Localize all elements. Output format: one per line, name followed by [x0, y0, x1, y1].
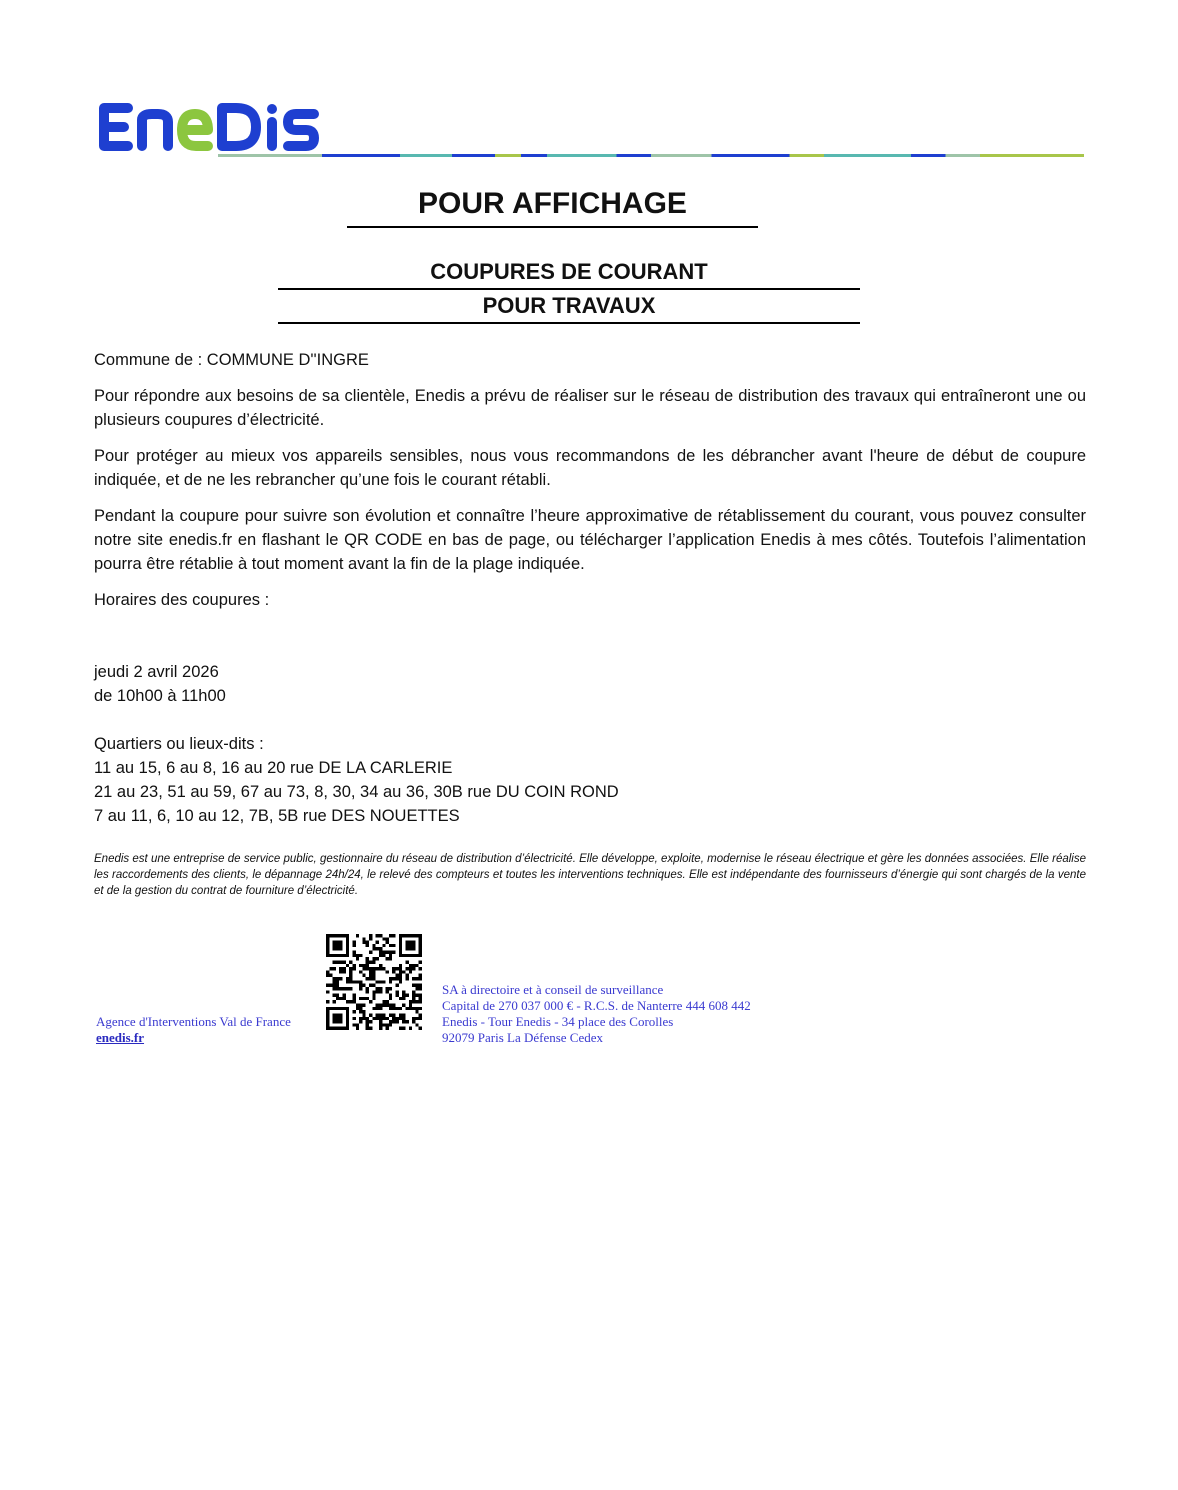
location-item: 21 au 23, 51 au 59, 67 au 73, 8, 30, 34 au 36, 30B rue DU COIN ROND: [94, 783, 619, 801]
outage-locations: [94, 732, 1086, 828]
legal-line: 92079 Paris La Défense Cedex: [442, 1030, 604, 1045]
paragraph-tracking: Pendant la coupure pour suivre son évolution et connaître l’heure approximative de rétablissement du courant, vous pouvez consulter notre site enedis.fr en flashant le QR CODE en bas de page, ou télécharger l’application Enedis à mes côtés. Toutefois l’alimentation pourra être rétablie à tout moment avant la fin de la plage indiquée.: [94, 507, 1086, 573]
footer-legal: [442, 982, 842, 1046]
notice-body: [94, 348, 1086, 852]
legal-line: SA à directoire et à conseil de surveillance: [442, 982, 664, 997]
legal-line: Enedis - Tour Enedis - 34 place des Corolles: [442, 1014, 674, 1029]
footer-agency: [96, 1014, 316, 1046]
agency-name: Agence d'Interventions Val de France: [96, 1014, 291, 1029]
subtitle-line1: COUPURES DE COURANT: [278, 258, 860, 290]
outage-date: jeudi 2 avril 2026: [94, 663, 219, 681]
page-title: POUR AFFICHAGE: [347, 186, 758, 228]
commune-line: Commune de : COMMUNE D''INGRE: [94, 351, 369, 369]
header-stripe: [218, 154, 1084, 157]
outage-time: de 10h00 à 11h00: [94, 687, 226, 705]
site-link[interactable]: enedis.fr: [96, 1030, 145, 1045]
horaires-label: Horaires des coupures :: [94, 591, 270, 609]
company-note: Enedis est une entreprise de service public, gestionnaire du réseau de distribution d’électricité. Elle développe, exploite, modernise le réseau électrique et gère les données associées. Elle réalise les raccordements des clients, le dépannage 24h/24, le relevé des compteurs et toutes les interventions techniques. Elle est indépendante des fournisseurs d’énergie qui sont chargés de la vente et de la gestion du contrat de fourniture d’électricité.: [94, 853, 1086, 897]
paragraph-advice: Pour protéger au mieux vos appareils sensibles, nous vous recommandons de les débrancher avant l'heure de début de coupure indiquée, et de ne les rebrancher qu’une fois le courant rétabli.: [94, 447, 1086, 489]
quartiers-label: Quartiers ou lieux-dits :: [94, 735, 264, 753]
location-item: 11 au 15, 6 au 8, 16 au 20 rue DE LA CARLERIE: [94, 759, 453, 777]
enedis-logo: [96, 100, 346, 154]
location-item: 7 au 11, 6, 10 au 12, 7B, 5B rue DES NOUETTES: [94, 807, 460, 825]
qr-code-icon[interactable]: [326, 934, 422, 1030]
outage-schedule: [94, 660, 1086, 708]
paragraph-intro: Pour répondre aux besoins de sa clientèle, Enedis a prévu de réaliser sur le réseau de distribution des travaux qui entraîneront une ou plusieurs coupures d’électricité.: [94, 387, 1086, 429]
subtitle-line2: POUR TRAVAUX: [278, 292, 860, 324]
legal-line: Capital de 270 037 000 € - R.C.S. de Nanterre 444 608 442: [442, 998, 751, 1013]
